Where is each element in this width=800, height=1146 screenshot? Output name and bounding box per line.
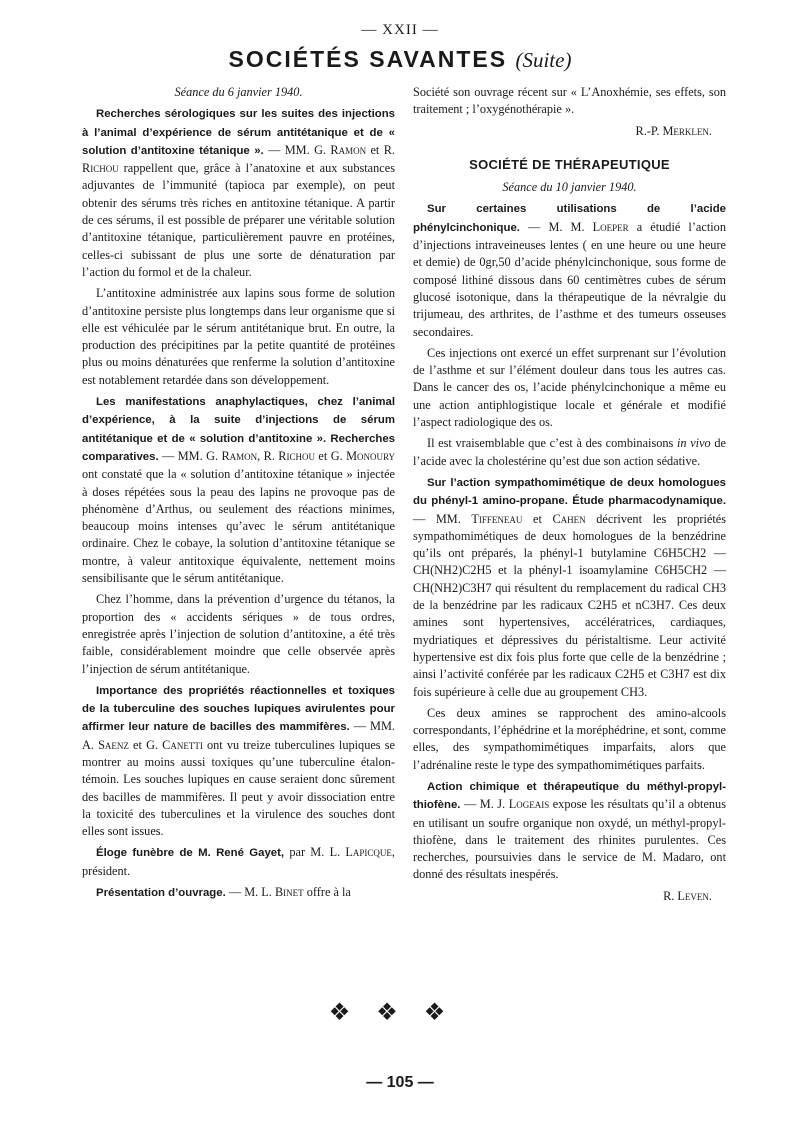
paragraph: Société son ouvrage récent sur « L’Anoxhémie, ses effets, son traitement ; l’oxygénothérapie ». [413,85,726,117]
page-number: — 105 — [366,1074,434,1091]
paragraph: Il est vraisemblable que c’est à des combinaisons in vivo de l’acide avec la cholestérine qu’est due son action sédative. [413,436,726,468]
author-name: G. Ramon, R. Richou [206,448,316,463]
paragraph: Action chimique et thérapeutique du méthyl-propyl-thiofène. — M. J. Logeais expose les résultats qu’il a obtenus en utilisant un soufre organique non oxydé, un méthyl-propyl-thiofène, dans le traitement des rhinites purulentes. Ces recherches, poursuivies dans le service de M. Madaro, ont donné des résultats inespérés. [413,780,726,882]
author-name: L. Lapicque [329,845,392,860]
paragraph: Éloge funèbre de M. René Gayet, par M. L. Lapicque, président. [82,845,395,878]
author-name: Cahen [552,511,586,526]
paragraph: Importance des propriétés réactionnelles et toxiques de la tuberculine des souches lupiques avirulentes pour affirmer leur nature de bacilles des mammifères. — MM. A. Saenz et G. Canetti ont vu treize tuberculines lupiques se montrer au moins aussi toxiques qu’une tuberculine étalon-témoin. Les souches lupiques en cause seraient donc sûrement des bacilles de mammifères. Il peut y avoir dissociation entre la toxicité des tuberculines et la virulence des souches dont elles sont issues. [82,684,395,839]
author-name: L. Binet [261,885,304,900]
signature: R. Leven. [663,888,712,903]
paragraph: Sur certaines utilisations de l’acide phénylcinchonique. — M. M. Loeper a étudié l’action d’injections intraveineuses lentes ( en une heure ou une heure et demie) de 0gr,50 d’acide phénylcinchonique, sous forme de composé lithiné dissous dans 60 centimètres cubes de sérum glucosé isotonique, dans la thérapeutique de la névralgie du trijumeau, des arthrites, de l’asthme et des tumeurs osseuses secondaires. [413,203,726,339]
author-name: Loeper [592,219,629,234]
page-title-suite: (Suite) [515,48,572,72]
article-heading: Importance des propriétés réactionnelles et toxiques de la tuberculine des souches lupiques avirulentes pour affirmer leur nature de bacilles des mammifères. [82,684,395,734]
author-name: G. Canetti [146,737,203,752]
article-heading: Les manifestations anaphylactiques, chez l’animal d’expérience, à la suite d’injections de sérum antitétanique et de « solution d’antitoxine ». Recherches comparatives. [82,396,395,463]
paragraph: L’antitoxine administrée aux lapins sous forme de solution d’antitoxine persiste plus longtemps dans leur organisme que si elle est véhiculée par le sérum antitétanique brut. En outre, la production des précipitines par la petite quantité de protéines plus ou moins dénaturées que renferme la solution d’antitoxine est notablement retardée dans son développement. [82,286,395,387]
page-title-main: SOCIÉTÉS SAVANTES [228,46,508,72]
author-name: Tiffeneau [471,511,523,526]
paragraph: Ces deux amines se rapprochent des amino-alcools correspondants, l’éphédrine et la moréphédrine, et sont, comme elles, des sympathomimétiques imparfaits, alors que l’adrénaline reste le type des sympathomimétiques parfaits. [413,705,726,772]
article-heading: Recherches sérologiques sur les suites des injections à l’animal d’expérience de sérum antitétanique et de « solution d’antitoxine tétanique ». [82,108,395,157]
paragraph: Sur l’action sympathomimétique de deux homologues du phényl-1 amino-propane. Étude pharmacodynamique. — MM. Tiffeneau et Cahen décrivent les propriétés sympathomimétiques de deux homologues de la benzédrine qu’ils ont préparés, la phényl-1 butylamine C6H5CH2 — CH(NH2)C2H5 et la phényl-1 isoamylamine C6H5CH2 — CH(NH2)C3H7 qui résultent du remplacement du radical CH3 de la benzédrine par les radicaux C2H5 et nC3H7. Ces deux amines sont hypertensives, accélératrices, cardiaques, mydriatiques et dépressives du péristaltisme. Leur activité hypertensive est dix fois plus forte que celle de la benzédrine ; ainsi l’activité conférée par les radicaux C2H5 et C3H7 est dix fois supérieure à celle due au groupement CH3. [413,476,726,699]
author-name: G. Monoury [330,448,396,463]
article-heading: Éloge funèbre de M. René Gayet, [96,847,285,860]
signature: R.-P. Merklen. [635,123,712,138]
paragraph: Chez l’homme, dans la prévention d’urgence du tétanos, la proportion des « accidents sériques » de tous ordres, enregistrée après l’injection de solution d’antitoxine, a été très faible, considérablement moindre que celle observée après l’injection de sérum antitétanique. [82,592,395,676]
paragraph: Présentation d’ouvrage. — M. L. Binet offre à la [96,885,351,900]
left-column [82,84,395,906]
paragraph: Ces injections ont exercé un effet surprenant sur l’évolution de l’asthme et sur l’élément douleur dans tous les autres cas. Dans le cancer des os, l’acide phénylcinchonique a même eu une action antiphlogistique locale et générale et modifié l’aspect radiologique des os. [413,345,726,430]
paragraph: Les manifestations anaphylactiques, chez l’animal d’expérience, à la suite d’injections de sérum antitétanique et de « solution d’antitoxine ». Recherches comparatives. — MM. G. Ramon, R. Richou et G. Monoury ont constaté que la « solution d’antitoxine tétanique » injectée à doses répétées sous la peau des lapins ne provoque pas de phénomène d’Arthus, ou seulement des réactions minimes, beaucoup moins intenses qu’avec le sérum antitétanique ordinaire. Chez le cobaye, la solution d’antitoxine tétanique se montre, à valeur antitoxique équivalente, nettement moins sensibilisante que le sérum antitétanique. [82,396,396,586]
author-name: Logeais [508,797,550,812]
article-heading: Sur l’action sympathomimétique de deux homologues du phényl-1 amino-propane. Étude pharmacodynamique. [413,476,726,508]
author-name: A. Saenz [82,737,129,752]
running-head: — XXII — [361,22,439,38]
author-name: R. Richou [82,142,395,176]
article-heading: Présentation d’ouvrage. [96,887,226,900]
ornament-icon: ❖❖❖ [328,1000,472,1026]
paragraph: Recherches sérologiques sur les suites des injections à l’animal d’expérience de sérum antitétanique et de « solution d’antitoxine tétanique ». — MM. G. Ramon et R. Richou rappellent que, grâce à l’anatoxine et aux substances adjuvantes de l’immunité (tapioca par exemple), on peut obtenir des sérums très riches en antitoxine tétanique. A partir de ces sérums, il est possible de préparer une véritable solution d’antitoxine tétanique, particulièrement pauvre en protéines, celles-ci subissant de plus une sorte de dénaturation par l’action du formol et de la chaleur. [82,108,395,279]
seance-date: Séance du 10 janvier 1940. [502,180,637,195]
page-title [0,46,800,73]
article-heading: Sur certaines utilisations de l’acide phénylcinchonique. [413,203,726,234]
article-heading: Action chimique et thérapeutique du méthyl-propyl-thiofène. [413,780,726,812]
section-heading: SOCIÉTÉ DE THÉRAPEUTIQUE [469,156,670,172]
seance-date: Séance du 6 janvier 1940. [174,85,303,99]
author-name: G. Ramon [314,142,367,157]
right-column [413,84,726,911]
